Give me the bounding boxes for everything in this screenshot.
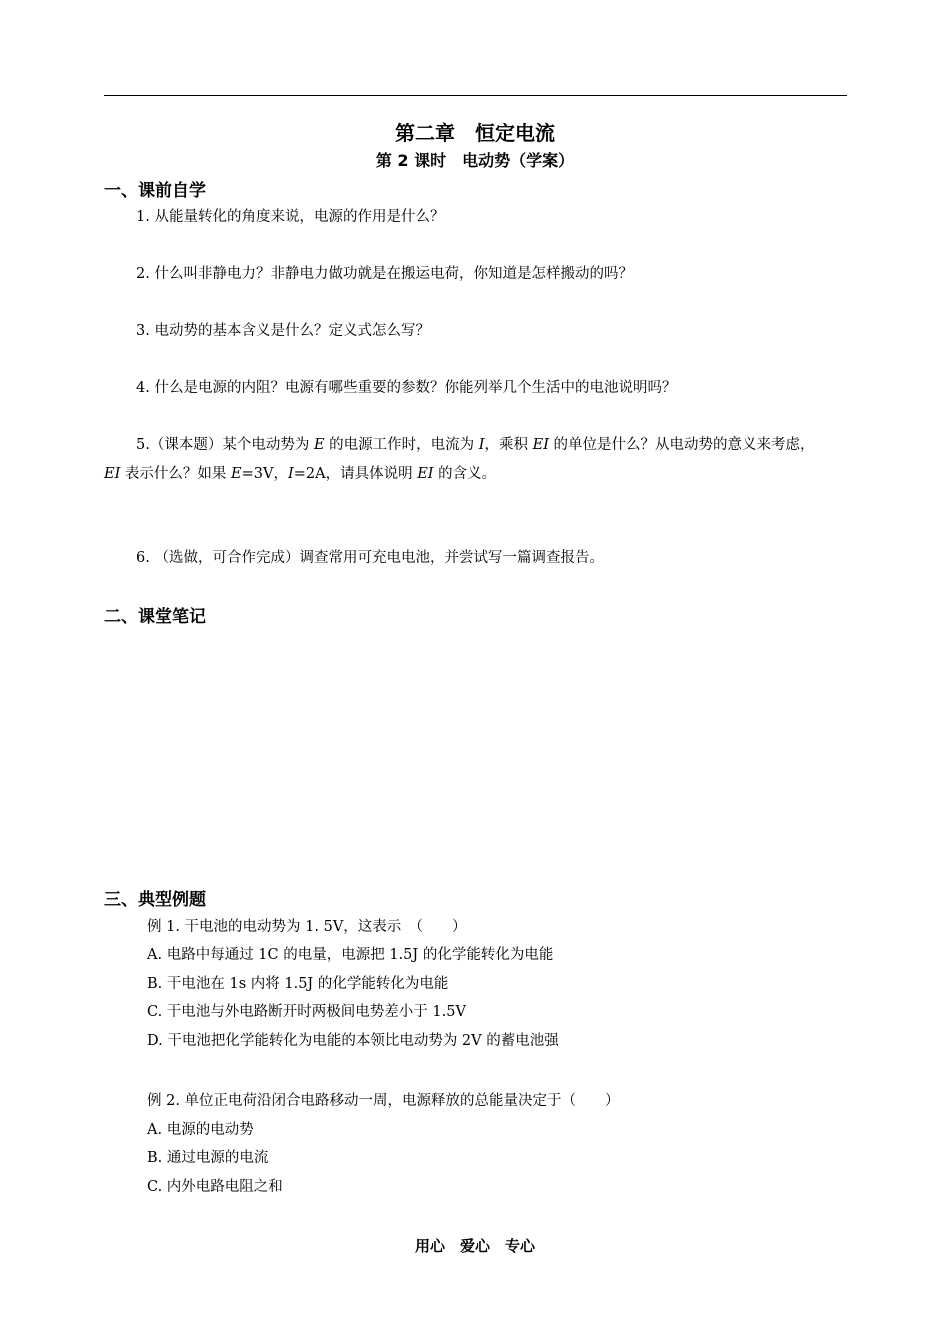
example-2-option-b: B. 通过电源的电流 <box>147 1150 269 1166</box>
question-6: 6. （选做，可合作完成）调查常用可充电电池，并尝试写一篇调查报告。 <box>136 550 604 566</box>
q5-text: 5.（课本题）某个电动势为 <box>136 437 314 453</box>
q5-var-ei: EI <box>417 466 434 482</box>
example-1-option-d: D. 干电池把化学能转化为电能的本领比电动势为 2V 的蓄电池强 <box>147 1033 559 1049</box>
q5-text: 的电源工作时，电流为 <box>324 437 479 453</box>
q5-var-e: E <box>313 437 325 453</box>
section-heading-notes: 二、课堂笔记 <box>104 607 206 627</box>
example-1-stem: 例 1. 干电池的电动势为 1. 5V，这表示 （ ） <box>147 919 467 935</box>
q5-var-i: I <box>287 466 294 482</box>
q5-text: =3V， <box>241 466 288 482</box>
page-footer: 用心 爱心 专心 <box>414 1237 535 1255</box>
lesson-subtitle: 第 2 课时 电动势（学案） <box>375 151 575 170</box>
example-1-option-b: B. 干电池在 1s 内将 1.5J 的化学能转化为电能 <box>147 976 449 992</box>
q5-text: ，乘积 <box>484 437 533 453</box>
example-1-option-c: C. 干电池与外电路断开时两极间电势差小于 1.5V <box>147 1004 466 1020</box>
question-5-line-1 <box>136 433 815 454</box>
q5-var-e: E <box>231 466 242 482</box>
question-4: 4. 什么是电源的内阻？电源有哪些重要的参数？你能列举几个生活中的电池说明吗？ <box>136 380 677 396</box>
q5-var-i: I <box>478 437 485 453</box>
example-2-stem: 例 2. 单位正电荷沿闭合电路移动一周，电源释放的总能量决定于（ ） <box>147 1093 620 1109</box>
chapter-title: 第二章 恒定电流 <box>395 121 555 145</box>
question-1: 1. 从能量转化的角度来说，电源的作用是什么？ <box>136 209 445 225</box>
q5-var-ei: EI <box>104 466 121 482</box>
q5-text: 的含义。 <box>433 466 497 482</box>
q5-var-ei: EI <box>532 437 549 453</box>
question-3: 3. 电动势的基本含义是什么？定义式怎么写？ <box>136 323 430 339</box>
section-heading-self-study: 一、课前自学 <box>104 181 206 201</box>
example-2-option-c: C. 内外电路电阻之和 <box>147 1179 283 1195</box>
section-heading-examples: 三、典型例题 <box>104 890 206 910</box>
question-5-line-2 <box>104 462 496 483</box>
q5-text: =2A，请具体说明 <box>293 466 418 482</box>
question-2: 2. 什么叫非静电力？非静电力做功就是在搬运电荷，你知道是怎样搬动的吗？ <box>136 266 633 282</box>
q5-text: 的单位是什么？从电动势的意义来考虑， <box>548 437 815 453</box>
example-2-option-a: A. 电源的电动势 <box>147 1122 254 1138</box>
example-1-option-a: A. 电路中每通过 1C 的电量，电源把 1.5J 的化学能转化为电能 <box>147 947 554 963</box>
header-rule <box>104 95 847 96</box>
q5-text: 表示什么？如果 <box>120 466 232 482</box>
